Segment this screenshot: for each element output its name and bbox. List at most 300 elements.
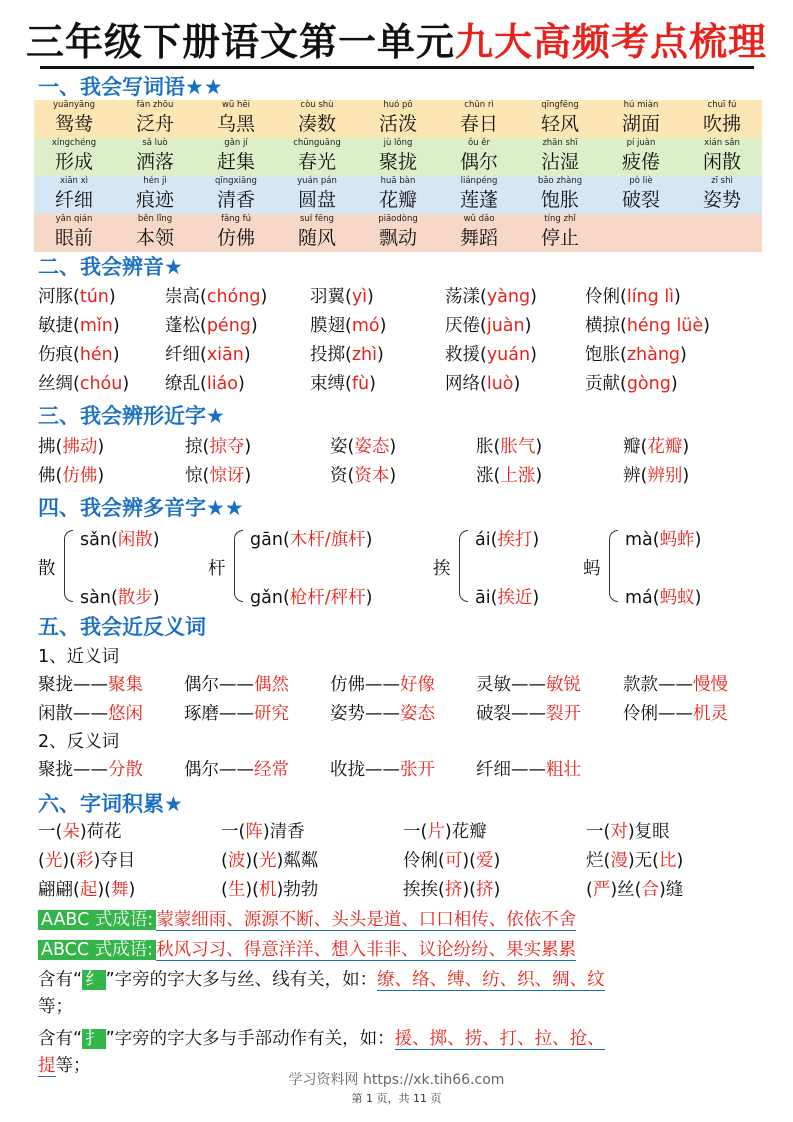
example: 挨近 [497,588,533,608]
synonym-pair [330,702,435,726]
aabc-idioms: AABC 式成语: 蒙蒙细雨、源源不断、头头是道、口口相传、依依不舍 [38,908,576,932]
similar-char: 瓣 [623,437,641,457]
pinyin: huā bàn [380,176,416,186]
example: 蚂蚱 [659,530,695,550]
pinyin: zī shì [711,176,733,186]
paren: ) [245,880,253,900]
vocab-cell [520,176,600,213]
word: 眼前 [54,227,93,249]
paren: ( [480,345,487,365]
synonym-pair [330,673,435,697]
title-underline [40,66,754,69]
synonym-pair [184,673,289,697]
brace [459,530,468,602]
accum-item [403,849,500,873]
paren: ) [237,374,245,394]
text: 伶俐 [403,851,438,871]
section-heading-6: 六、字词积累★ [38,792,183,816]
paren: ) [243,345,251,365]
text: 丝 [617,880,635,900]
paren: ( [200,287,207,307]
example: 蚂蚁 [659,588,695,608]
radical-note-silk-end: 等； [38,997,73,1017]
similar-char: 姿 [330,437,348,457]
pron-item [38,343,120,367]
antonym: 分散 [108,760,143,780]
word: 伶俐 [623,704,658,724]
pinyin: sǎ luò [142,138,168,148]
paren: ( [480,316,487,336]
pinyin: yuānyāng [52,100,96,110]
polyphone-reading-1 [250,526,373,551]
paren: ) [245,851,253,871]
similar-word: 惊讶 [209,466,245,486]
pron-item [38,372,129,396]
antonym: 经常 [254,760,289,780]
similar-char: 掠 [185,437,203,457]
pinyin: còu shù [300,100,334,110]
text: 一( [403,822,428,842]
brace [64,530,73,602]
pron-word: 厌倦 [445,316,480,336]
pron-word: 饱胀 [585,345,620,365]
paren: ) [367,287,374,307]
word: 舞蹈 [459,227,498,249]
paren: ) [493,851,501,871]
pron-reading: yàng [486,287,531,307]
word: 湖面 [621,113,660,135]
word: 聚拢 [38,760,73,780]
dash: —— [73,704,108,724]
pron-item [310,343,384,367]
fill: 起 [79,880,98,900]
watermark-footer: 学习资料网 https://xk.tih66.com [288,1072,505,1088]
pinyin: yǎn qián [55,214,93,224]
example: 木杆/旗杆 [289,530,366,550]
paren: ) [376,345,384,365]
paren: ( [490,588,498,608]
example: 散步 [117,588,153,608]
pron-item [310,372,376,396]
word: 活泼 [378,113,417,135]
word: 乌黑 [216,113,255,135]
pron-item [310,285,374,309]
similar-char: 资 [330,466,348,486]
text: 勃勃 [283,880,319,900]
paren: ) [532,588,540,608]
paren: ( [469,851,476,871]
pron-item [445,285,537,309]
accum-item [221,820,305,844]
paren: ( [55,437,63,457]
text: 挨挨 [403,880,438,900]
pinyin: pí juàn [626,138,656,148]
word: 琢磨 [184,704,219,724]
paren: ) [462,851,470,871]
similar-char: 胀 [476,437,494,457]
reading: má [625,588,653,608]
pinyin: pò liè [629,176,653,186]
pron-word: 丝绸 [38,374,73,394]
pinyin: wǔ dǎo [463,214,495,224]
vocab-cell [520,138,600,175]
paren: ( [438,851,445,871]
pron-word: 崇高 [165,287,200,307]
pron-word: 横掠 [585,316,620,336]
word: 赶集 [216,151,255,173]
fill: 比 [658,851,677,871]
antonym-pair [330,758,435,782]
pinyin: xíngchéng [51,138,97,148]
vocab-row [34,214,762,252]
example: 闲散 [117,530,153,550]
word: 吹拂 [702,113,741,135]
fill: 机 [258,880,277,900]
text: 无 [634,851,653,871]
paren: ( [640,466,648,486]
paren: ( [282,530,290,550]
text: 烂 [586,851,604,871]
pron-word: 荡漾 [445,287,480,307]
vocab-row [34,100,762,138]
word: 疲倦 [621,151,660,173]
polyphone-reading-1 [475,526,539,551]
paren: ( [620,287,627,307]
word: 随风 [297,227,336,249]
paren: ( [110,530,118,550]
similar-word: 拂动 [62,437,98,457]
pron-item [585,285,681,309]
vocab-cell [34,214,114,251]
pinyin: wū hēi [221,100,251,110]
vocab-cell [34,100,114,137]
paren: ) [97,466,105,486]
section-heading-2: 二、我会辨音★ [38,255,183,279]
paren: ( [652,851,659,871]
paren: ( [634,880,642,900]
fill: 漫 [610,851,628,871]
synonym: 机灵 [693,704,728,724]
word: 本领 [135,227,174,249]
paren: ) [694,530,702,550]
paren: ) [62,851,70,871]
vocab-cell [520,214,600,251]
word: 圆盘 [297,189,336,211]
paren: ( [620,316,627,336]
paren: ) [389,437,397,457]
pinyin: zhān shī [542,138,578,148]
paren: ) [260,287,268,307]
paren: ) [128,880,136,900]
polyphone-char: 挨 [433,559,451,579]
vocab-cell [34,176,114,213]
word: 泛舟 [135,113,174,135]
pron-word: 蓬松 [165,316,200,336]
paren: ( [110,588,118,608]
similar-word: 胀气 [500,437,536,457]
accum-item [221,878,318,902]
pinyin: ǒu ěr [467,138,490,148]
fill: 彩 [75,851,94,871]
paren: ( [200,316,207,336]
vocab-cell [358,138,438,175]
pron-word: 缭乱 [165,374,200,394]
text: )花瓣 [444,822,487,842]
vocab-cell [115,100,195,137]
word: 偶尔 [184,675,219,695]
pron-reading: yì [351,287,368,307]
similar-word: 掠夺 [209,437,245,457]
paren: ( [202,437,210,457]
word: 款款 [623,675,658,695]
synonym-pair [38,673,143,697]
paren: ) [97,880,105,900]
similar-item [185,435,251,459]
vocab-cell [277,214,357,251]
paren: ( [73,316,80,336]
word: 收拢 [330,760,365,780]
word: 姿势 [702,189,741,211]
similar-word: 资本 [354,466,390,486]
fill: 爱 [475,851,494,871]
antonym-pair [184,758,289,782]
radical-note-hand-end: 提等； [38,1056,91,1076]
section-heading-1: 一、我会写词语★★ [38,75,223,99]
pinyin: liánpéng [460,176,498,186]
pinyin: qīngxiāng [215,176,257,186]
paren: ) [389,466,397,486]
word: 春日 [459,113,498,135]
paren: ( [104,880,111,900]
paren: ( [493,437,501,457]
vocab-cell [439,100,519,137]
paren: ) [244,437,252,457]
word: 破裂 [621,189,660,211]
pinyin: gǎn jí [224,138,248,148]
brace [234,530,243,602]
word: 鸳鸯 [54,113,93,135]
similar-item [623,435,689,459]
pron-reading: gòng [626,374,671,394]
polyphone-reading-2 [250,584,373,609]
paren: ( [640,437,648,457]
similar-word: 仿佛 [62,466,98,486]
paren: ( [252,880,259,900]
paren: ( [620,345,627,365]
pinyin: chūn rì [464,100,494,110]
pinyin: bǎo zhàng [537,176,583,186]
pron-word: 束缚 [310,374,345,394]
pinyin: běn lǐng [137,214,173,224]
word: 偶尔 [459,151,498,173]
pinyin: suí fēng [300,214,334,224]
pron-reading: xiān [206,345,244,365]
vocab-cell [115,214,195,251]
radical-note-hand: 含有“ 扌 ”字旁的字大多与手部动作有关，如：援、掷、捞、打、拉、抢、 [38,1029,605,1049]
pron-item [38,285,116,309]
paren: ) [93,851,101,871]
pron-item [445,343,537,367]
word: 沾湿 [540,151,579,173]
paren: ) [530,345,537,365]
vocab-cell [439,138,519,175]
paren: ( [252,851,259,871]
pron-word: 投掷 [310,345,345,365]
pinyin: xián sǎn [704,138,740,148]
polyphone-char: 杆 [208,559,226,579]
accum-item [586,878,683,902]
polyphone-reading-2 [80,584,160,609]
word: 轻风 [540,113,579,135]
word: 洒落 [135,151,174,173]
pinyin: huó pō [383,100,413,110]
paren: ( [73,880,80,900]
polyphone-reading-1 [80,526,160,551]
word: 灵敏 [476,675,511,695]
pron-reading: juàn [486,316,525,336]
paren: ) [682,437,690,457]
similar-item [38,435,104,459]
word: 闲散 [702,151,741,173]
pron-reading: péng [206,316,251,336]
synonym: 敏锐 [546,675,581,695]
text: 翩翩 [38,880,73,900]
paren: ( [200,374,207,394]
pron-reading: yuán [486,345,531,365]
polyphone-block [38,522,758,612]
synonym-pair [623,673,728,697]
fill: 舞 [110,880,129,900]
vocab-cell [196,100,276,137]
paren: ( [55,466,63,486]
synonym-pair [476,673,581,697]
pron-reading: luò [486,374,514,394]
vocab-cell [682,100,762,137]
paren: ( [73,345,80,365]
similar-item [330,435,396,459]
dash: —— [365,675,400,695]
synonym-pair [623,702,728,726]
synonym-pair [184,702,289,726]
vocab-row [34,176,762,214]
reading: mà [625,530,653,550]
synonym-pair [38,702,143,726]
section-heading-3: 三、我会辨形近字★ [38,404,225,428]
vocab-row [34,138,762,176]
pinyin: yuán pán [297,176,337,186]
pron-word: 网络 [445,374,480,394]
paren: ) [108,287,116,307]
paren: ( [469,880,476,900]
fill: 光 [258,851,277,871]
paren: ) [122,374,130,394]
paren: ) [627,851,635,871]
paren: ( [480,287,487,307]
similar-char: 佛 [38,466,56,486]
paren: ( [69,851,76,871]
text: )复眼 [627,822,670,842]
paren: ) [152,588,160,608]
word: 仿佛 [216,227,255,249]
similar-item [185,464,251,488]
pinyin: jù lǒng [383,138,413,148]
pron-word: 救援 [445,345,480,365]
synonym-pair [476,702,581,726]
similar-item [476,464,542,488]
page-number: 第 1 页，共 11 页 [351,1092,442,1105]
vocab-cell [34,138,114,175]
accum-item [38,878,135,902]
vocab-cell [682,138,762,175]
pinyin: hén jì [143,176,167,186]
fill: 生 [227,880,246,900]
vocab-cell [358,176,438,213]
dash: —— [365,704,400,724]
vocab-cell [439,214,519,251]
paren: ( [603,851,611,871]
pron-word: 伤痕 [38,345,73,365]
paren: ( [73,374,80,394]
paren: ) [152,530,160,550]
accum-item [586,849,683,873]
example: 挨打 [497,530,533,550]
vocab-cell [115,176,195,213]
polyphone-reading-2 [625,584,701,609]
fill: 可 [444,851,463,871]
vocab-cell [358,214,438,251]
brace [609,530,618,602]
dash: —— [73,675,108,695]
vocab-cell [358,100,438,137]
pron-word: 伶俐 [585,287,620,307]
fill: 朵 [62,822,80,842]
synonym: 偶然 [254,675,289,695]
fill: 挤 [444,880,463,900]
pron-reading: chóng [206,287,261,307]
similar-item [623,464,689,488]
pron-word: 羽翼 [310,287,345,307]
dash: —— [511,675,546,695]
radical-note-silk: 含有“ 纟 ”字旁的字大多与丝、线有关，如：缭、络、缚、纺、织、绸、纹 [38,970,605,990]
word: 痕迹 [135,189,174,211]
polyphone-char: 散 [38,559,56,579]
word: 花瓣 [378,189,417,211]
accum-item [221,849,318,873]
reading: ái [475,530,491,550]
paren: ) [276,851,284,871]
reading: āi [475,588,491,608]
text: 夺目 [100,851,136,871]
similar-char: 惊 [185,466,203,486]
pinyin: hú miàn [623,100,659,110]
paren: ) [535,437,543,457]
pron-item [585,343,687,367]
text: 一( [221,822,246,842]
paren: ) [676,851,684,871]
fill: 严 [592,880,611,900]
dash: —— [511,704,546,724]
paren: ( [345,287,352,307]
dash: —— [365,760,400,780]
pinyin: qīngfēng [541,100,579,110]
accum-item [586,820,670,844]
synonym: 好像 [400,675,435,695]
paren: ) [532,530,540,550]
pron-reading: hén [79,345,113,365]
paren: ) [610,880,618,900]
paren: ) [276,880,284,900]
pinyin: piāodòng [378,214,418,224]
